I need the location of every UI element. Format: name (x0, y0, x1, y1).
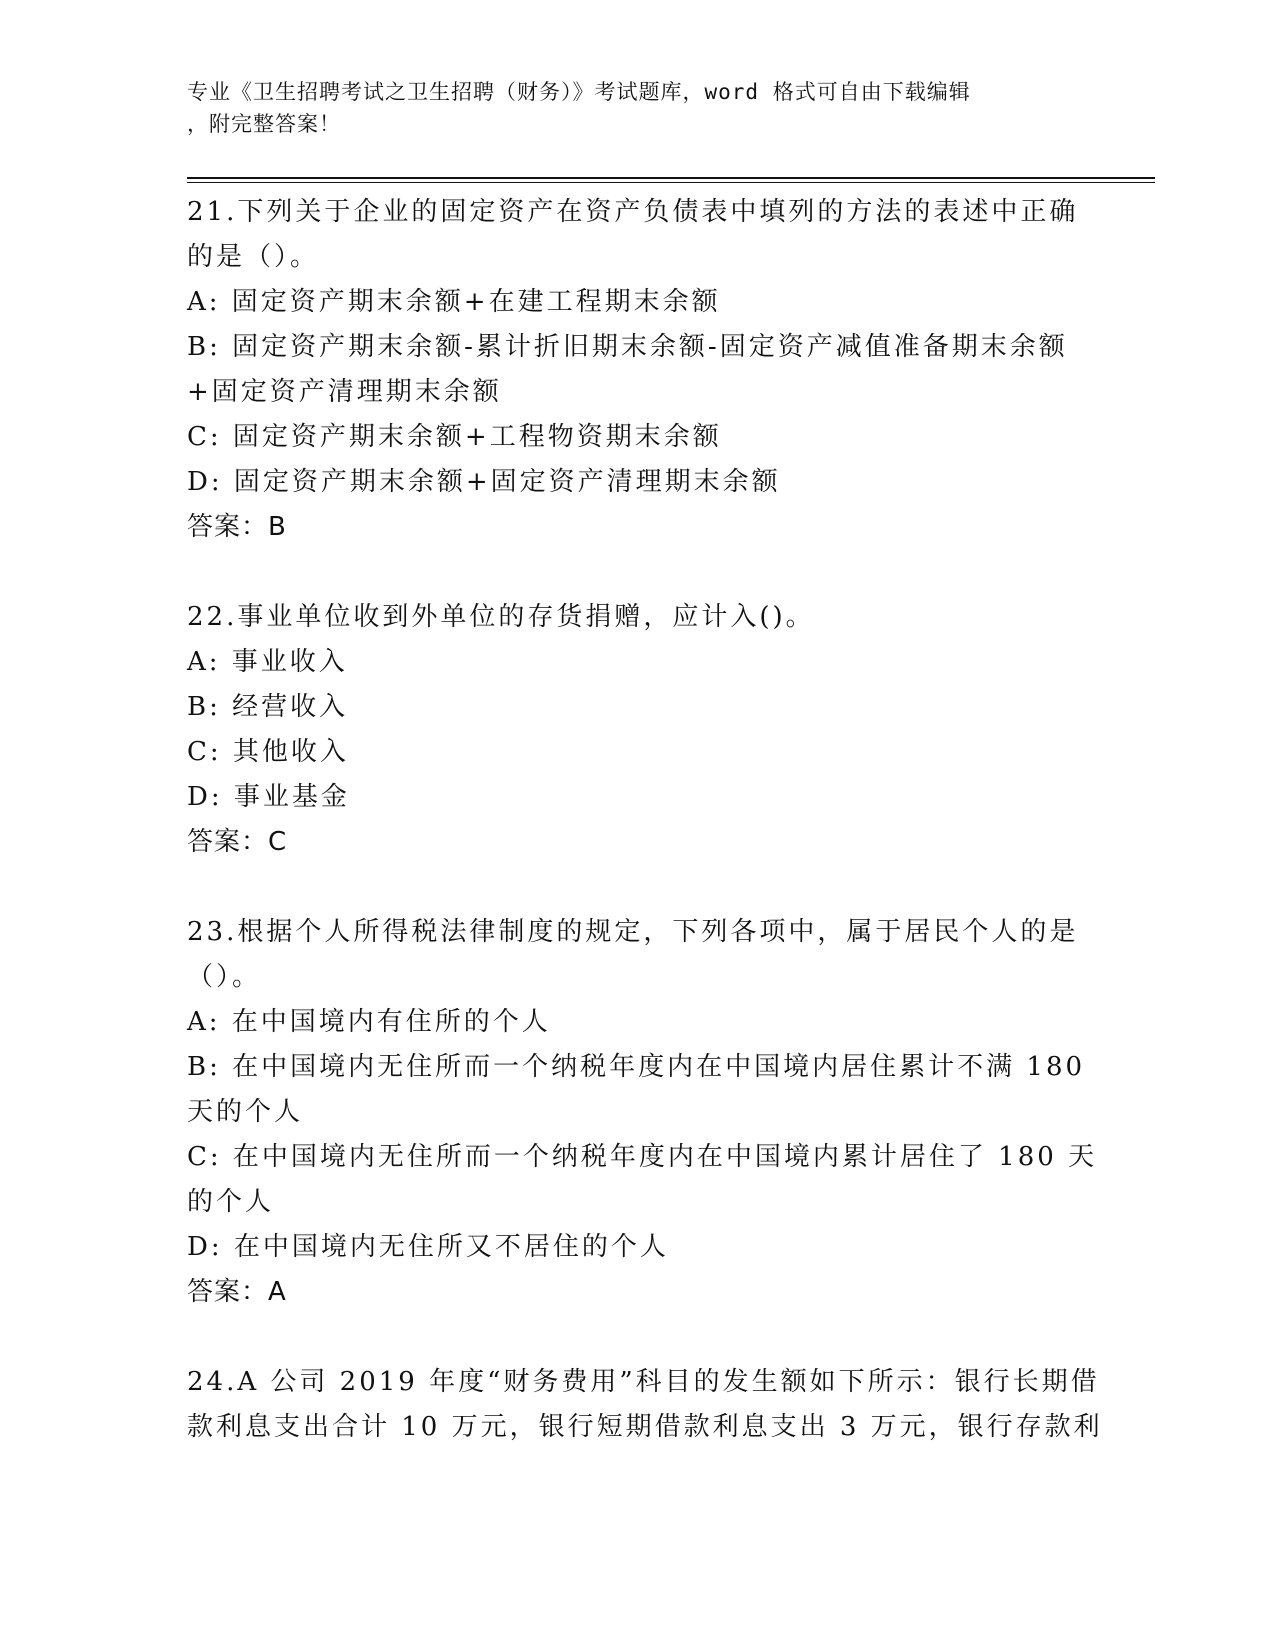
question-block (187, 910, 1098, 1315)
header-line-1: 专业《卫生招聘考试之卫生招聘（财务）》考试题库，word 格式可自由下载编辑 (187, 80, 971, 104)
question-stem-cont: 的是（）。 (187, 242, 320, 272)
option-a: A: 固定资产期末余额+在建工程期末余额 (187, 287, 721, 317)
spacer (187, 1315, 1077, 1360)
option-b: B: 在中国境内无住所而一个纳税年度内在中国境内居住累计不满 180 (187, 1052, 1086, 1082)
option-d: D: 固定资产期末余额+固定资产清理期末余额 (187, 467, 781, 497)
option-c: C: 固定资产期末余额+工程物资期末余额 (187, 422, 722, 452)
answer-line: 答案：A (187, 1277, 287, 1307)
header-divider-top (187, 177, 1155, 179)
option-d: D: 事业基金 (187, 782, 350, 812)
option-b-cont: 天的个人 (187, 1097, 304, 1127)
question-block (187, 595, 1077, 865)
spacer (187, 550, 1077, 595)
answer-line: 答案：B (187, 512, 287, 542)
header-divider-bottom (187, 182, 1155, 183)
spacer (187, 865, 1077, 910)
question-stem: 21.下列关于企业的固定资产在资产负债表中填列的方法的表述中正确 (187, 197, 1079, 227)
option-d: D: 在中国境内无住所又不居住的个人 (187, 1232, 669, 1262)
option-b: B: 经营收入 (187, 692, 349, 722)
option-b-cont: +固定资产清理期末余额 (187, 377, 502, 407)
question-stem-cont: 款利息支出合计 10 万元，银行短期借款利息支出 3 万元，银行存款利 (187, 1412, 1103, 1442)
option-c: C: 在中国境内无住所而一个纳税年度内在中国境内累计居住了 180 天 (187, 1142, 1098, 1172)
option-c: C: 其他收入 (187, 737, 349, 767)
answer-line: 答案：C (187, 827, 288, 857)
question-block (187, 190, 1077, 550)
question-list (187, 190, 1103, 1450)
option-b: B: 固定资产期末余额-累计折旧期末余额-固定资产减值准备期末余额 (187, 332, 1068, 362)
header-line-2: ，附完整答案！ (187, 112, 341, 136)
question-stem: 23.根据个人所得税法律制度的规定，下列各项中，属于居民个人的是 (187, 917, 1079, 947)
question-stem: 22.事业单位收到外单位的存货捐赠，应计入()。 (187, 602, 815, 632)
option-c-cont: 的个人 (187, 1187, 275, 1217)
document-header (187, 76, 1067, 140)
question-stem-cont: （）。 (187, 962, 262, 992)
option-a: A: 在中国境内有住所的个人 (187, 1007, 551, 1037)
question-stem: 24.A 公司 2019 年度“财务费用”科目的发生额如下所示：银行长期借 (187, 1367, 1100, 1397)
option-a: A: 事业收入 (187, 647, 348, 677)
question-block (187, 1360, 1103, 1450)
